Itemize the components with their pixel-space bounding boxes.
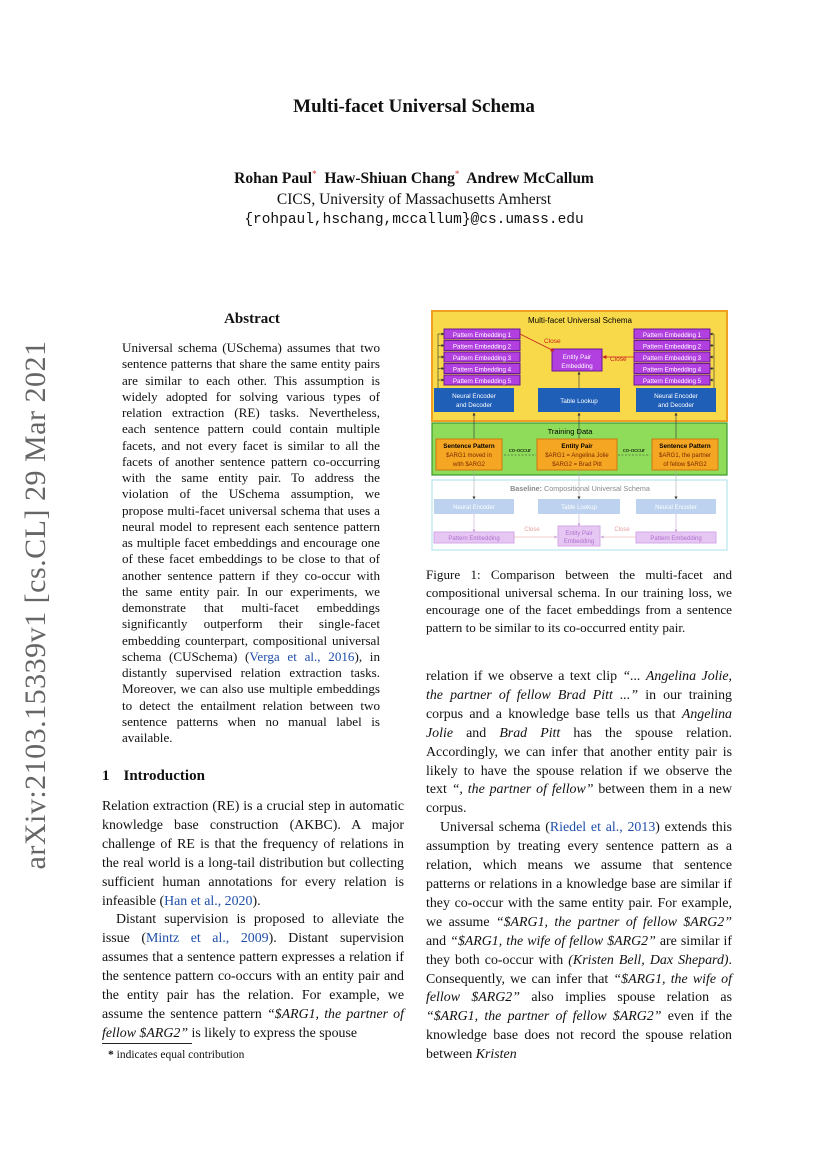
svg-text:$ARG1 = Angelina Jolie: $ARG1 = Angelina Jolie bbox=[545, 453, 609, 459]
citation-link[interactable]: Riedel et al., 2013 bbox=[549, 820, 656, 836]
close-label: Close bbox=[610, 356, 627, 363]
author-3: Andrew McCallum bbox=[466, 170, 594, 188]
svg-text:Table Lookup: Table Lookup bbox=[560, 398, 598, 405]
author-2: Haw-Shiuan Chang bbox=[324, 170, 455, 188]
svg-text:Neural Encoder: Neural Encoder bbox=[655, 505, 697, 511]
close-label: Close bbox=[544, 338, 561, 345]
svg-text:Entity Pair: Entity Pair bbox=[562, 354, 592, 361]
svg-text:Pattern Embedding: Pattern Embedding bbox=[448, 536, 500, 542]
abstract-body: Universal schema (USchema) assumes that two sentence patterns that share the same entity pairs are similar to each other. This assumption is widely adopted for solving various types of relation extraction (RE) tasks. Nevertheless, each sentence pattern could contain multiple facets, and not every facet is similar to all the facets of another sentence pattern co-occurring with the same entity pair. To address the violation of the USchema assumption, we propose multi-facet universal schema that uses a neural model to represent each sentence pattern as multiple facet embeddings and encourage one of these facet embeddings to be close to that of another sentence pattern if they co-occur with the same entity pair. In our experiments, we demonstrate that multi-facet embeddings significantly outperform their single-facet embedding counterpart, compositional universal schema (CUSchema) (Verga et al., 2016), in distantly supervised relation extraction tasks. Moreover, we can also use multiple embeddings to detect the entailment relation between two sentence patterns when no manual label is available. bbox=[122, 340, 380, 745]
paragraph: Relation extraction (RE) is a crucial step in automatic knowledge base construction (AKBC). A major challenge of RE is that the frequency of relations in the real world is a long-tail distribution but collecting sufficient human annotations for every relation is infeasible (Han et al., 2020). bbox=[102, 799, 404, 909]
svg-text:Pattern Embedding 3: Pattern Embedding 3 bbox=[642, 355, 702, 362]
figure-caption: Figure 1: Comparison between the multi-facet and compositional universal schema. In our training loss, we encourage one of the facet embeddings from a sentence pattern to be similar to its co-occurred entity pair. bbox=[426, 567, 732, 635]
right-pattern-embeddings bbox=[634, 329, 710, 385]
svg-text:Embedding: Embedding bbox=[561, 363, 593, 370]
citation-link[interactable]: Mintz et al., 2009 bbox=[145, 931, 269, 947]
svg-text:Pattern Embedding 4: Pattern Embedding 4 bbox=[642, 366, 702, 374]
paper-title: Multi-facet Universal Schema bbox=[293, 96, 535, 117]
svg-text:$ARG2 = Brad Pitt: $ARG2 = Brad Pitt bbox=[552, 462, 602, 468]
affiliation: CICS, University of Massachusetts Amherst bbox=[276, 191, 552, 209]
svg-text:Embedding: Embedding bbox=[563, 539, 595, 545]
left-pattern-embeddings bbox=[444, 329, 520, 385]
svg-text:$ARG1, the partner: $ARG1, the partner bbox=[658, 453, 712, 459]
baseline-title: Baseline: Compositional Universal Schema bbox=[510, 484, 650, 493]
svg-text:Pattern Embedding 1: Pattern Embedding 1 bbox=[642, 332, 702, 339]
svg-text:Neural Encoder: Neural Encoder bbox=[654, 393, 698, 400]
section-number: 1 bbox=[102, 768, 110, 784]
section-heading bbox=[102, 768, 205, 785]
svg-text:with $ARG2: with $ARG2 bbox=[452, 462, 486, 468]
figure-1-diagram bbox=[430, 309, 730, 554]
arxiv-sidebar bbox=[16, 340, 56, 870]
svg-text:Pattern Embedding 3: Pattern Embedding 3 bbox=[452, 355, 512, 362]
svg-text:Entity Pair: Entity Pair bbox=[561, 443, 593, 450]
cooccur-label: co-occur bbox=[508, 448, 532, 454]
author-block bbox=[0, 164, 828, 231]
citation-link[interactable]: Han et al., 2020 bbox=[164, 893, 253, 909]
abstract-heading: Abstract bbox=[224, 311, 280, 327]
svg-text:$ARG1 moved in: $ARG1 moved in bbox=[446, 453, 492, 459]
svg-text:Close: Close bbox=[614, 527, 630, 533]
intro-body bbox=[102, 798, 404, 1044]
author-names bbox=[0, 164, 828, 189]
svg-text:Table Lookup: Table Lookup bbox=[561, 505, 597, 511]
footnote: * indicates equal contribution bbox=[108, 1049, 245, 1061]
paragraph: Distant supervision is proposed to alleviate the issue (Mintz et al., 2009). Distant supervision assumes that a sentence pattern expresses a relation if the sentence pattern co-occurs with an entity pair and the entity pair has the relation. For example, we assume the sentence pattern “$ARG1, the partner of fellow $ARG2” is likely to express the spouse bbox=[102, 912, 404, 1041]
svg-text:Pattern Embedding 5: Pattern Embedding 5 bbox=[642, 378, 702, 385]
svg-text:Close: Close bbox=[524, 527, 540, 533]
panel-title: Multi-facet Universal Schema bbox=[527, 316, 633, 325]
svg-text:and Decoder: and Decoder bbox=[657, 402, 695, 409]
citation-link[interactable]: Verga et al., 2016 bbox=[249, 648, 355, 664]
cooccur-label: co-occur bbox=[622, 448, 646, 454]
training-data-label: Training Data bbox=[547, 427, 593, 436]
paragraph: relation if we observe a text clip “... Angelina Jolie, the partner of fellow Brad Pitt ...” in our training corpus and a knowledge base tells us that Angelina Jolie and Brad Pitt has the spouse relation. Accordingly, we can infer that another entity pair is likely to have the spouse relation if we observe the text “, the partner of fellow” between them in a new corpus. bbox=[426, 669, 732, 817]
svg-text:and Decoder: and Decoder bbox=[455, 402, 493, 409]
author-emails: {rohpaul,hschang,mccallum}@cs.umass.edu bbox=[244, 212, 584, 229]
svg-text:of fellow $ARG2: of fellow $ARG2 bbox=[663, 462, 707, 468]
svg-text:Sentence Pattern: Sentence Pattern bbox=[443, 443, 495, 450]
svg-text:Sentence Pattern: Sentence Pattern bbox=[659, 443, 711, 450]
paragraph: Universal schema (Riedel et al., 2013) extends this assumption by treating every sentence pattern as a relation, which means we assume that sentence patterns or relations in a knowledge base are similar if they co-occur with the same entity pair. For example, we assume “$ARG1, the partner of fellow $ARG2” and “$ARG1, the wife of fellow $ARG2” are similar if they both co-occur with (Kristen Bell, Dax Shepard). Consequently, we can infer that “$ARG1, the wife of fellow $ARG2” also implies spouse relation as “$ARG1, the partner of fellow $ARG2” even if the knowledge base does not record the spouse relation between Kristen bbox=[426, 820, 733, 1063]
author-1: Rohan Paul bbox=[234, 170, 313, 188]
section-title: Introduction bbox=[123, 768, 205, 784]
svg-text:Pattern Embedding 1: Pattern Embedding 1 bbox=[452, 332, 512, 339]
equal-contrib-mark: * bbox=[454, 169, 460, 179]
arxiv-id: arXiv:2103.15339v1 [cs.CL] 29 Mar 2021 bbox=[19, 340, 52, 870]
footnote-rule bbox=[102, 1043, 192, 1044]
svg-text:Neural Encoder: Neural Encoder bbox=[452, 393, 496, 400]
svg-text:Entity Pair: Entity Pair bbox=[565, 531, 593, 537]
svg-text:Neural Encoder: Neural Encoder bbox=[453, 505, 495, 511]
right-column-body bbox=[426, 668, 732, 1065]
svg-text:Pattern Embedding 2: Pattern Embedding 2 bbox=[642, 343, 702, 351]
equal-contrib-mark: * bbox=[312, 169, 317, 179]
svg-text:Pattern Embedding 4: Pattern Embedding 4 bbox=[452, 366, 512, 374]
svg-text:Pattern Embedding 2: Pattern Embedding 2 bbox=[452, 343, 512, 351]
svg-text:Pattern Embedding 5: Pattern Embedding 5 bbox=[452, 378, 512, 385]
svg-text:Pattern Embedding: Pattern Embedding bbox=[650, 536, 702, 542]
